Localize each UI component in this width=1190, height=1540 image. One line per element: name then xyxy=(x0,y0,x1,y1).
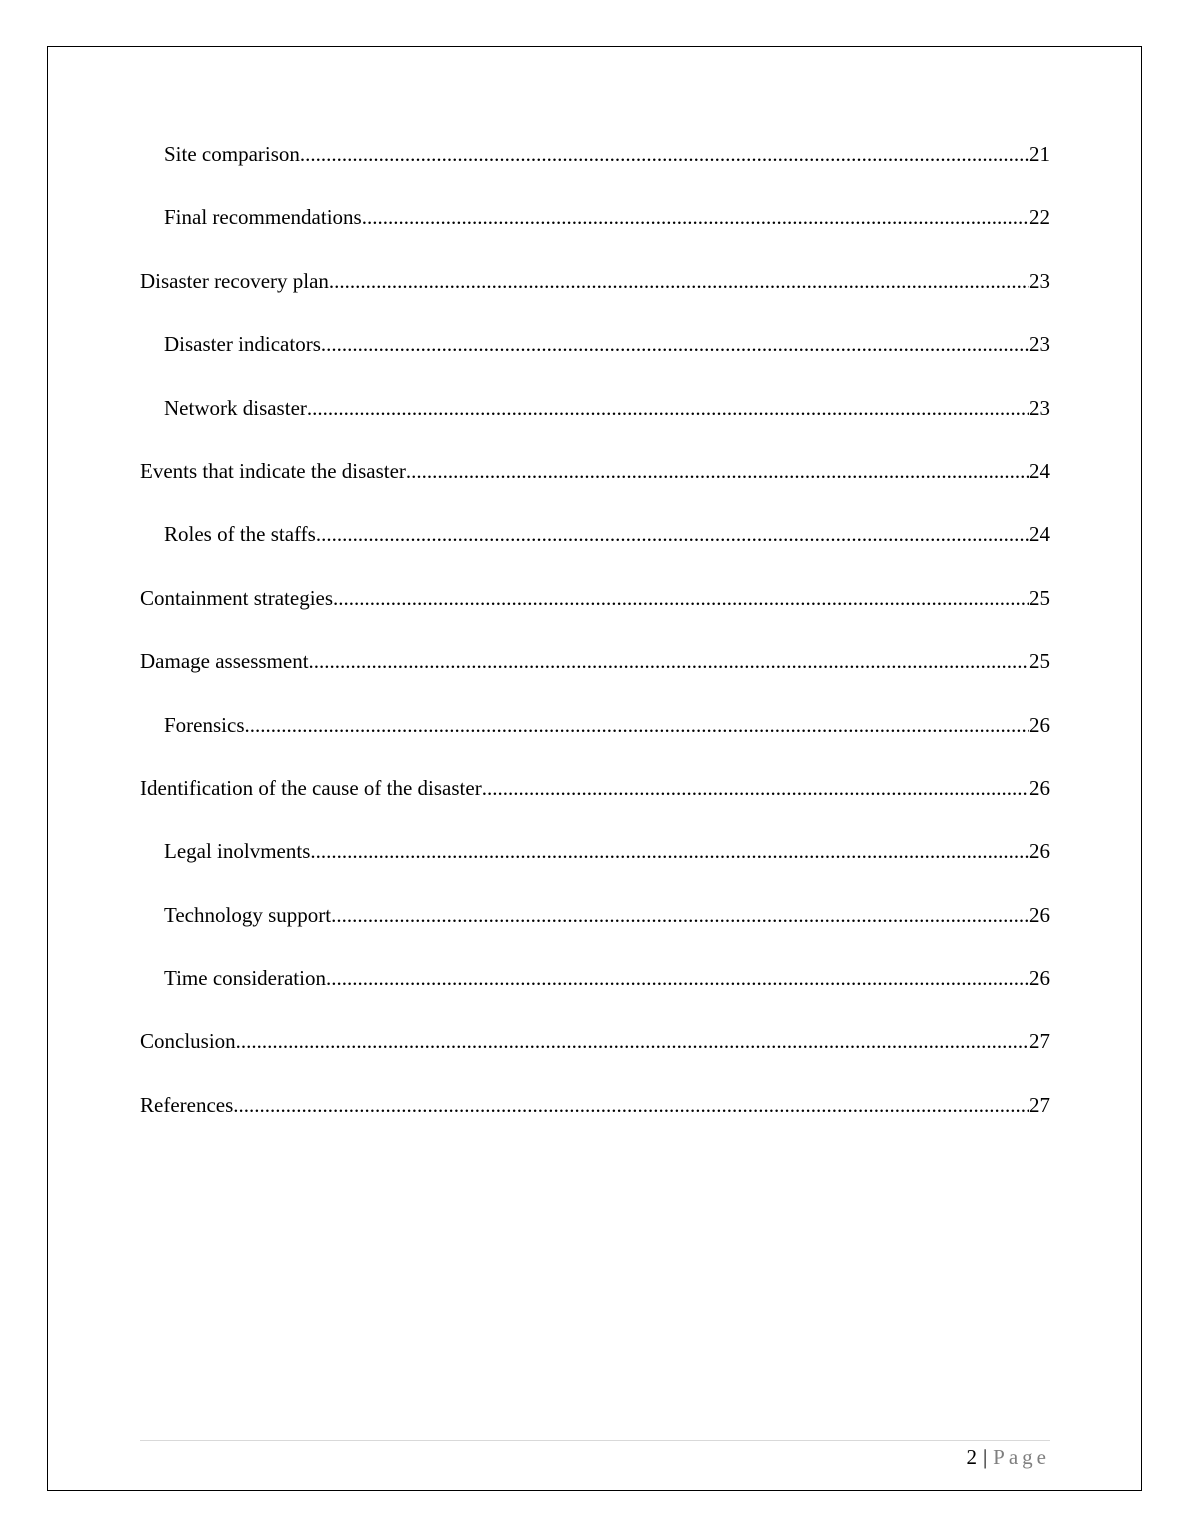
toc-dot-leader xyxy=(236,1020,1029,1062)
footer-page-number: 2 xyxy=(966,1445,977,1469)
footer-page-label: Page xyxy=(993,1445,1050,1469)
toc-entry[interactable] xyxy=(140,1084,1050,1147)
toc-entry-title: Network disaster xyxy=(164,395,307,420)
toc-entry[interactable] xyxy=(140,450,1050,513)
toc-entry-title: Disaster indicators xyxy=(164,332,321,357)
toc-entry-page: 24 xyxy=(1029,522,1050,547)
toc-entry-title: Technology support xyxy=(164,902,332,927)
toc-entry-title: Forensics xyxy=(164,712,245,737)
toc-entry-title: Disaster recovery plan xyxy=(140,268,329,293)
toc-entry-page: 22 xyxy=(1029,205,1050,230)
page-footer xyxy=(966,1443,1050,1471)
toc-entry-title: Damage assessment xyxy=(140,649,309,674)
toc-dot-leader xyxy=(333,577,1029,619)
toc-entry-page: 26 xyxy=(1029,966,1050,991)
toc-entry[interactable] xyxy=(140,133,1050,196)
toc-entry-title: Final recommendations xyxy=(164,205,362,230)
toc-entry-title: Legal inolvments xyxy=(164,839,311,864)
toc-entry-page: 27 xyxy=(1029,1029,1050,1054)
toc-entry[interactable] xyxy=(140,767,1050,830)
toc-entry[interactable] xyxy=(140,957,1050,1020)
toc-dot-leader xyxy=(310,830,1029,872)
toc-entry-page: 21 xyxy=(1029,142,1050,166)
footer-divider xyxy=(140,1440,1050,1441)
toc-entry[interactable] xyxy=(140,830,1050,893)
toc-entry-page: 23 xyxy=(1029,268,1050,293)
toc-entry-page: 23 xyxy=(1029,332,1050,357)
toc-dot-leader xyxy=(245,704,1030,746)
toc-entry-title: Identification of the cause of the disaster xyxy=(140,775,482,800)
toc-dot-leader xyxy=(482,767,1029,809)
toc-entry-page: 23 xyxy=(1029,395,1050,420)
toc-entry-page: 25 xyxy=(1029,585,1050,610)
toc-entry[interactable] xyxy=(140,640,1050,703)
toc-entry[interactable] xyxy=(140,577,1050,640)
toc-entry[interactable] xyxy=(140,260,1050,323)
toc-entry-title: Time consideration xyxy=(164,966,326,991)
toc-entry[interactable] xyxy=(140,323,1050,386)
toc-entry-page: 26 xyxy=(1029,775,1050,800)
toc-dot-leader xyxy=(309,640,1029,682)
toc-entry[interactable] xyxy=(140,894,1050,957)
toc-dot-leader xyxy=(316,513,1029,555)
toc-dot-leader xyxy=(307,387,1029,429)
footer-separator: | xyxy=(982,1445,988,1469)
toc-entry-page: 26 xyxy=(1029,712,1050,737)
toc-dot-leader xyxy=(406,450,1029,492)
toc-entry-page: 25 xyxy=(1029,649,1050,674)
toc-entry[interactable] xyxy=(140,704,1050,767)
toc-entry-title: Conclusion xyxy=(140,1029,236,1054)
toc-entry-page: 26 xyxy=(1029,839,1050,864)
toc-dot-leader xyxy=(331,894,1029,936)
toc-entry[interactable] xyxy=(140,196,1050,259)
toc-dot-leader xyxy=(362,196,1029,238)
toc-entry-title: Events that indicate the disaster xyxy=(140,458,406,483)
toc-entry-page: 26 xyxy=(1029,902,1050,927)
table-of-contents xyxy=(140,133,1050,1147)
toc-entry-page: 27 xyxy=(1029,1092,1050,1117)
toc-dot-leader xyxy=(326,957,1029,999)
toc-dot-leader xyxy=(300,133,1029,175)
toc-dot-leader xyxy=(329,260,1029,302)
toc-dot-leader xyxy=(233,1084,1029,1126)
toc-entry-title: Roles of the staffs xyxy=(164,522,316,547)
toc-entry[interactable] xyxy=(140,387,1050,450)
toc-entry-title: Containment strategies xyxy=(140,585,334,610)
toc-entry[interactable] xyxy=(140,1020,1050,1083)
toc-entry-title: References xyxy=(140,1092,234,1117)
toc-dot-leader xyxy=(321,323,1029,365)
toc-entry[interactable] xyxy=(140,513,1050,576)
toc-entry-page: 24 xyxy=(1029,458,1050,483)
toc-entry-title: Site comparison xyxy=(164,142,300,166)
